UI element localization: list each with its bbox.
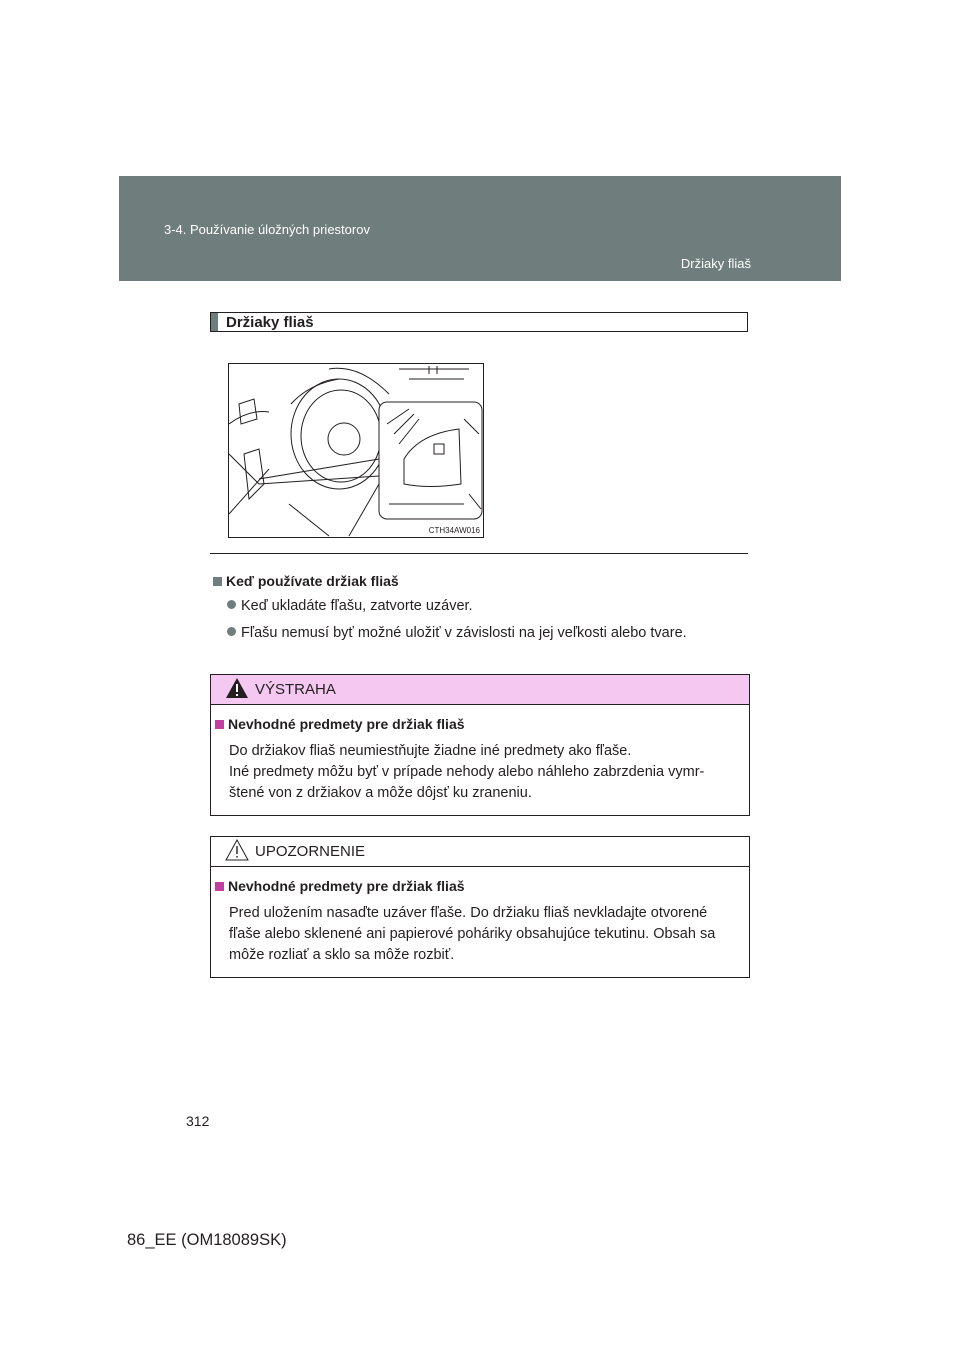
notice-heading-text: Nevhodné predmety pre držiak fliaš — [228, 878, 465, 894]
notice-box — [210, 836, 750, 978]
page-number: 312 — [186, 1113, 210, 1129]
warning-line-3: štené von z držiakov a môže dôjsť ku zraneniu. — [229, 785, 532, 801]
document-id: 86_EE (OM18089SK) — [127, 1231, 287, 1249]
section-name: Držiaky fliaš — [680, 256, 751, 271]
warning-heading-text: Nevhodné predmety pre držiak fliaš — [228, 716, 465, 732]
dashboard-illustration — [228, 363, 484, 538]
figure-code: CTH34AW016 — [428, 526, 480, 535]
section-title: Držiaky fliaš — [226, 314, 314, 331]
usage-bullet-1-text: Keď ukladáte fľašu, zatvorte uzáver. — [241, 598, 473, 614]
notice-heading — [215, 878, 465, 894]
warning-body — [229, 741, 741, 804]
usage-bullet-2 — [227, 625, 687, 641]
square-bullet-icon — [213, 577, 222, 586]
caution-triangle-icon — [225, 839, 249, 861]
round-bullet-icon — [227, 627, 236, 636]
usage-bullet-2-text: Fľašu nemusí byť možné uložiť v závislosti na jej veľkosti alebo tvare. — [241, 625, 687, 641]
usage-heading — [213, 573, 399, 589]
warning-box — [210, 674, 750, 816]
warning-line-2: Iné predmety môžu byť v prípade nehody alebo náhleho zabrzdenia vymr- — [229, 764, 705, 780]
square-bullet-icon — [215, 882, 224, 891]
usage-bullet-1 — [227, 598, 473, 614]
warning-label: VÝSTRAHA — [255, 681, 336, 698]
warning-header — [211, 675, 749, 705]
chapter-title: 3-4. Používanie úložných priestorov — [164, 222, 370, 237]
section-title-bar — [211, 313, 218, 331]
warning-heading — [215, 716, 465, 732]
divider — [210, 553, 748, 554]
notice-line-3: môže rozliať a sklo sa môže rozbiť. — [229, 947, 455, 963]
header-band — [119, 176, 841, 281]
square-bullet-icon — [215, 720, 224, 729]
section-title-box — [210, 312, 748, 332]
warning-triangle-icon — [225, 677, 249, 699]
notice-line-1: Pred uložením nasaďte uzáver fľaše. Do držiaku fliaš nevkladajte otvorené — [229, 905, 708, 921]
notice-body — [229, 903, 741, 966]
notice-label: UPOZORNENIE — [255, 843, 366, 860]
notice-line-2: fľaše alebo sklenené ani papierové poháriky obsahujúce tekutinu. Obsah sa — [229, 926, 716, 942]
usage-heading-text: Keď používate držiak fliaš — [226, 573, 399, 589]
notice-header — [211, 837, 749, 867]
warning-line-1: Do držiakov fliaš neumiestňujte žiadne iné predmety ako fľaše. — [229, 743, 632, 759]
round-bullet-icon — [227, 600, 236, 609]
